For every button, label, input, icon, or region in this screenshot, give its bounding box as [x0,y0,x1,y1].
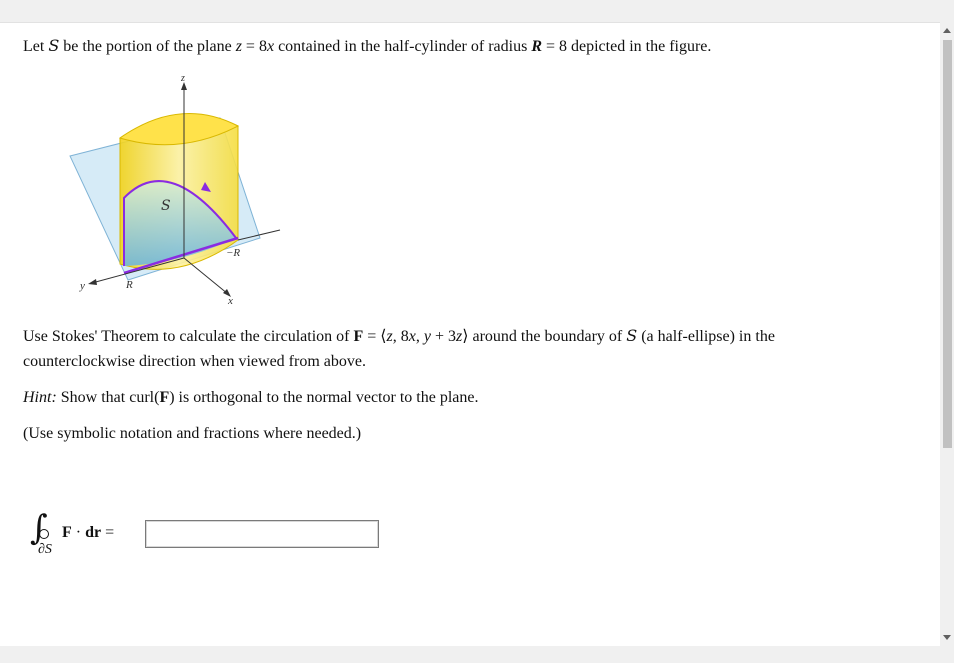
field-F: F [353,328,364,345]
r-label: R [126,279,133,291]
intro-text-5: = 8 depicted in the figure. [541,38,712,55]
surface-symbol: S [48,36,60,55]
hint-text-1: Show that curl( [56,389,160,406]
stokes-text-5: + 3 [430,328,457,345]
integrand [62,524,114,542]
x-axis-label: x [228,295,233,307]
surface-symbol-2: S [626,326,638,345]
y-axis-label: y [80,280,85,292]
integrand-equals: = [101,524,115,541]
comp-z2: z [456,328,463,345]
scroll-thumb[interactable] [943,40,952,448]
intro-text-2: be the portion of the plane [59,38,236,55]
integrand-F: F [62,524,72,541]
intro-text-1: Let [23,38,49,55]
integrand-dot: · [71,524,86,541]
comp-x: x [408,328,416,345]
integrand-dr: dr [85,524,102,541]
line-integral-expression [30,508,140,562]
scroll-down-arrow-icon[interactable] [943,635,951,640]
intro-text-4: contained in the half-cylinder of radius [274,38,532,55]
stokes-text-2: = ⟨ [363,328,387,345]
var-z: z [235,38,242,55]
notation-note: (Use symbolic notation and fractions where needed.) [23,425,362,442]
contour-ring-icon [39,529,49,539]
y-axis-arrow-icon [88,279,97,285]
var-R: R [531,38,542,55]
z-axis-label: z [181,73,185,84]
top-toolbar-strip [0,0,940,22]
stokes-text-3: , 8 [392,328,409,345]
contour-integral-sign: ∫ [30,508,48,548]
stokes-text-1: Use Stokes' Theorem to calculate the circulation of [23,328,354,345]
hint-label: Hint: [23,389,57,406]
stokes-question-line-1 [23,326,775,347]
hint-line [23,388,478,408]
stokes-question-line-2: counterclockwise direction when viewed from above. [23,353,366,370]
comp-z: z [386,328,393,345]
half-cylinder-figure [60,68,300,308]
stokes-text-7: (a half-ellipse) in the [637,328,775,345]
bottom-status-strip [0,646,954,663]
figure-svg [60,68,300,308]
var-x: x [266,38,275,55]
integral-subscript: ∂S [38,542,52,557]
surface-label: S [161,198,171,214]
problem-intro [23,36,711,57]
comp-y: y [423,328,431,345]
hint-field-F: F [159,389,170,406]
intro-text-3: = 8 [241,38,267,55]
stokes-text-4: , [415,328,424,345]
vertical-scrollbar[interactable] [940,22,954,646]
stokes-text-6: ⟩ around the boundary of [462,328,627,345]
x-axis [184,258,228,294]
hint-text-2: ) is orthogonal to the normal vector to the plane. [169,389,479,406]
neg-r-label: −R [226,247,241,259]
scroll-up-arrow-icon[interactable] [943,28,951,33]
answer-input[interactable] [145,520,379,548]
